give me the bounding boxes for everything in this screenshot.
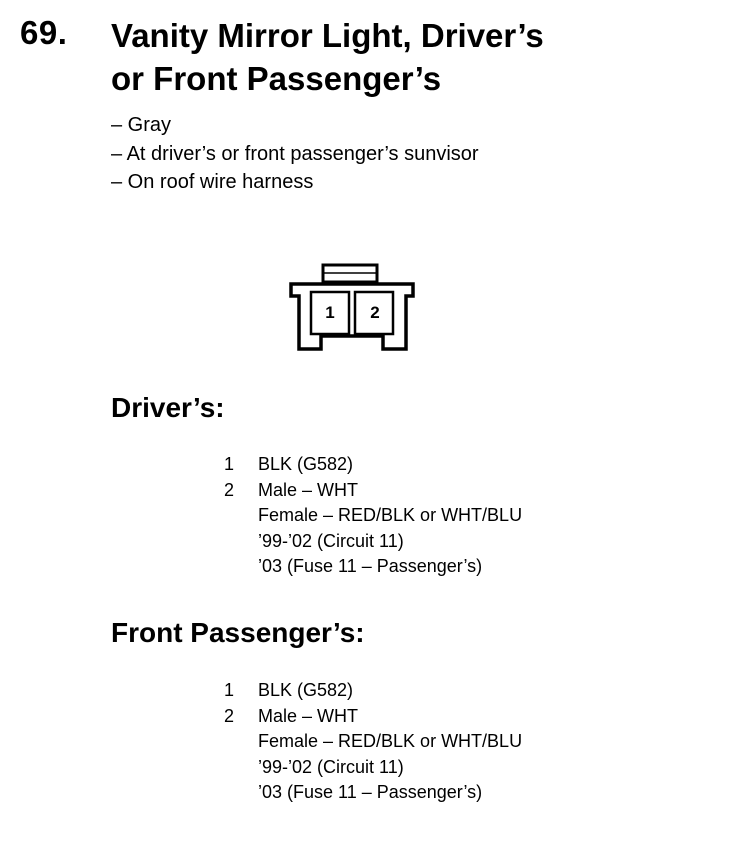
pin-label-2: 2	[370, 303, 380, 322]
pin-wire: Male – WHT	[258, 705, 359, 726]
pin-wire: ’99-’02 (Circuit 11)	[258, 756, 404, 777]
pin-wire: Female – RED/BLK or WHT/BLU	[258, 731, 523, 751]
title-line: Vanity Mirror Light, Driver’s	[111, 17, 544, 54]
pin-label-1: 1	[325, 303, 335, 322]
pin-row	[224, 678, 522, 704]
detail-location: – At driver’s or front passenger’s sunvisor	[111, 142, 479, 165]
item-number: 69.	[20, 14, 68, 51]
title-line: or Front Passenger’s	[111, 60, 442, 97]
connector-body	[291, 284, 413, 349]
section-heading-front-passengers: Front Passenger’s:	[111, 617, 365, 648]
connector-details	[111, 111, 479, 197]
detail-color: – Gray	[111, 114, 172, 136]
connector-diagram	[285, 262, 421, 354]
pin-wire: ’03 (Fuse 11 – Passenger’s)	[258, 556, 483, 576]
pin-list-front-passengers	[224, 678, 522, 806]
pin-wire: ’03 (Fuse 11 – Passenger’s)	[258, 782, 483, 802]
pin-wire: ’99-’02 (Circuit 11)	[258, 530, 404, 551]
section-heading-drivers: Driver’s:	[111, 392, 225, 423]
page-title	[111, 14, 544, 100]
pin-number: 1	[224, 680, 235, 700]
pin-wire: BLK (G582)	[258, 680, 354, 700]
pin-row	[224, 452, 522, 478]
pin-number: 2	[224, 479, 235, 500]
pin-number: 2	[224, 705, 235, 726]
pin-row	[224, 704, 522, 806]
detail-harness: – On roof wire harness	[111, 171, 314, 193]
pin-row	[224, 478, 522, 580]
pin-wire: Male – WHT	[258, 479, 359, 500]
pin-wire: BLK (G582)	[258, 454, 354, 474]
pin-wire: Female – RED/BLK or WHT/BLU	[258, 505, 523, 525]
pin-list-drivers	[224, 452, 522, 580]
pin-number: 1	[224, 454, 235, 474]
